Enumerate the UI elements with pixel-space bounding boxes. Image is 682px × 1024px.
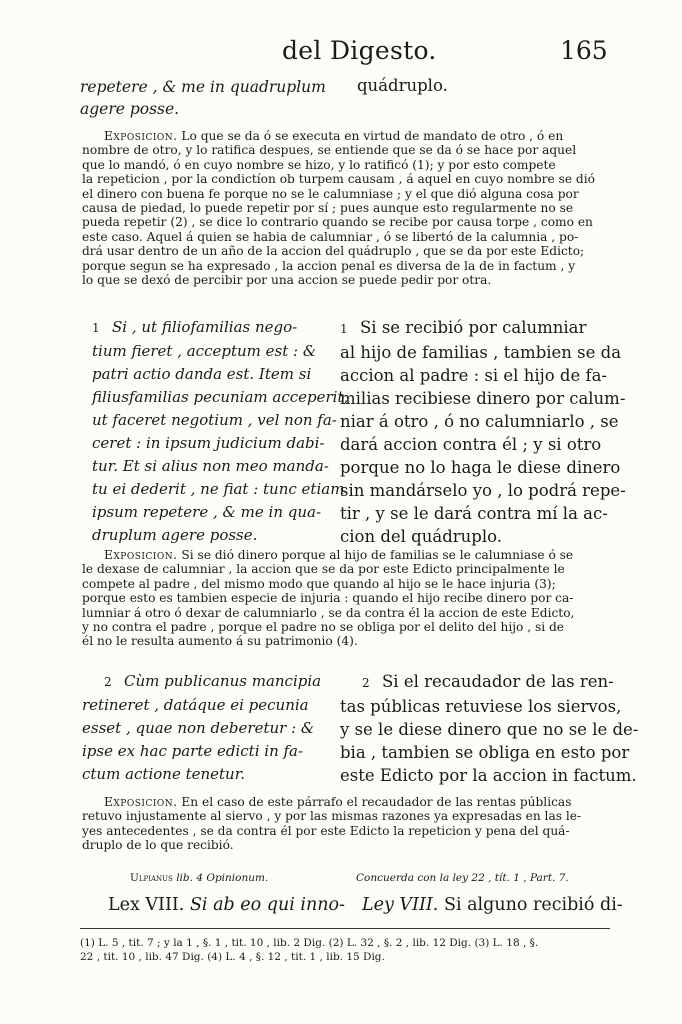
exposicion-line: Lo que se da ó se executa en virtud de mandato de otro , ó en bbox=[181, 129, 564, 143]
spanish-line: sin mandárselo yo , lo podrá repe- bbox=[340, 481, 626, 500]
exposicion-line: el dinero con buena fe porque no se le calumniase ; y el que dió alguna cosa por bbox=[82, 186, 579, 201]
source-work: lib. 4 Opinionum. bbox=[176, 872, 269, 884]
spanish-line: cion del quádruplo. bbox=[340, 527, 503, 546]
footnotes bbox=[80, 936, 610, 964]
latin-line: patri actio danda est. Item si bbox=[92, 365, 312, 383]
section-number: 1 bbox=[92, 321, 100, 335]
spanish-line: porque no lo haga le diese dinero bbox=[340, 458, 621, 477]
exposicion-line: drá usar dentro de un año de la accion del quádruplo , que se da por este Edicto; bbox=[82, 244, 585, 259]
exposicion-line: retuvo injustamente al siervo , y por las mismas razones ya expresadas en las le- bbox=[82, 809, 582, 824]
spanish-line: Si se recibió por calumniar bbox=[360, 318, 587, 337]
latin-line: ceret : in ipsum judicium dabi- bbox=[92, 434, 325, 452]
latin-line: tu ei dederit , ne fiat : tunc etiam bbox=[92, 480, 345, 498]
section-number: 2 bbox=[362, 676, 370, 690]
latin-line: ipse ex hac parte edicti in fa- bbox=[82, 742, 304, 760]
spanish-line: niar á otro , ó no calumniarlo , se bbox=[340, 412, 619, 431]
lex-spanish-heading bbox=[362, 895, 623, 915]
intro-latin-line: agere posse. bbox=[80, 100, 180, 118]
running-title: del Digesto. bbox=[282, 36, 437, 65]
spanish-line: Si el recaudador de las ren- bbox=[382, 672, 614, 691]
spanish-line: este Edicto por la accion in factum. bbox=[340, 766, 637, 785]
spanish-line: milias recibiese dinero por calum- bbox=[340, 389, 626, 408]
section-1-spanish bbox=[340, 316, 626, 548]
latin-line: druplum agere posse. bbox=[92, 526, 258, 544]
exposicion-line: este caso. Aquel á quien se habia de calumniar , ó se libertó de la calumnia , po- bbox=[82, 229, 579, 244]
exposicion-label: Exposicion. bbox=[104, 548, 178, 562]
exposicion-line: nombre de otro, y lo ratifica despues, se entiende que se da ó se hace por aquel bbox=[82, 143, 577, 158]
footnote-line: (1) L. 5 , tit. 7 ; y la 1 , §. 1 , tit. 10 , lib. 2 Dig. (2) L. 32 , §. 2 , lib. 12 Dig. (3) L. 18 , §. bbox=[80, 937, 539, 949]
spanish-line: dará accion contra él ; y si otro bbox=[340, 435, 602, 454]
lex-latin-head: Lex VIII. bbox=[108, 895, 185, 915]
spanish-line: accion al padre : si el hijo de fa- bbox=[340, 366, 607, 385]
exposicion-line: pueda repetir (2) , se dice lo contrario quando se recibe por causa torpe , como en bbox=[82, 215, 593, 230]
page-header bbox=[0, 36, 682, 72]
lex-latin-heading bbox=[108, 895, 345, 915]
exposicion-label: Exposicion. bbox=[104, 795, 178, 809]
latin-line: Si , ut filiofamilias nego- bbox=[112, 318, 298, 336]
exposicion-line: causa de piedad, lo puede repetir por sí ; pues aunque esto regularmente no se bbox=[82, 201, 574, 216]
section-2-latin bbox=[82, 670, 321, 786]
exposicion-line: que lo mandó, ó en cuyo nombre se hizo, y lo ratificó (1); y por esto compete bbox=[82, 157, 556, 172]
exposicion-line: él no le resulta aumento á su patrimonio (4). bbox=[82, 634, 358, 649]
section-1-latin bbox=[92, 316, 348, 547]
exposicion-label: Exposicion. bbox=[104, 129, 178, 143]
lex-spanish-head: Ley VIII. bbox=[362, 895, 439, 915]
footnote-line: 22 , tit. 10 , lib. 47 Dig. (4) L. 4 , §. 12 , tit. 1 , lib. 15 Dig. bbox=[80, 951, 385, 963]
exposicion-line: En el caso de este párrafo el recaudador de las rentas públicas bbox=[181, 795, 572, 809]
section-number: 1 bbox=[340, 322, 348, 336]
intro-spanish: quádruplo. bbox=[357, 76, 448, 95]
exposicion-line: druplo de lo que recibió. bbox=[82, 838, 234, 853]
spanish-line: tir , y se le dará contra mí la ac- bbox=[340, 504, 608, 523]
lex-spanish-text: Si alguno recibió di- bbox=[443, 895, 623, 915]
latin-line: tur. Et si alius non meo manda- bbox=[92, 457, 329, 475]
exposicion-line: lumniar á otro ó dexar de calumniarlo , se da contra él la accion de este Edicto, bbox=[82, 605, 575, 620]
latin-line: ipsum repetere , & me in qua- bbox=[92, 503, 322, 521]
footnote-divider bbox=[80, 928, 610, 929]
latin-line: filiusfamilias pecuniam acceperit, bbox=[92, 388, 349, 406]
intro-latin-line: repetere , & me in quadruplum bbox=[80, 78, 326, 96]
intro-latin bbox=[80, 76, 326, 120]
exposicion-line: porque esto es tambien especie de injuria : quando el hijo recibe dinero por ca- bbox=[82, 591, 574, 606]
latin-line: tium fieret , acceptum est : & bbox=[92, 342, 317, 360]
section-2-spanish bbox=[340, 670, 638, 787]
spanish-line: tas públicas retuviese los siervos, bbox=[340, 697, 622, 716]
exposicion-line: porque segun se ha expresado , la accion penal es diversa de la de in factum , y bbox=[82, 258, 576, 273]
latin-line: Cùm publicanus mancipia bbox=[124, 672, 322, 690]
spanish-line: al hijo de familias , tambien se da bbox=[340, 343, 622, 362]
exposicion-line: y no contra el padre , porque el padre no se obliga por el delito del hijo , si de bbox=[82, 620, 565, 635]
exposicion-line: le dexase de calumniar , la accion que se da por este Edicto principalmente le bbox=[82, 562, 565, 577]
exposicion-line: la repeticion , por la condictíon ob turpem causam , á aquel en cuyo nombre se dió bbox=[82, 172, 595, 187]
exposicion-line: compete al padre , del mismo modo que quando al hijo se le hace injuria (3); bbox=[82, 576, 556, 591]
lex-latin-text: Si ab eo qui inno- bbox=[189, 895, 345, 915]
exposicion-line: Si se dió dinero porque al hijo de familias se le calumniase ó se bbox=[181, 548, 574, 562]
spanish-line: y se le diese dinero que no se le de- bbox=[340, 720, 639, 739]
section-number: 2 bbox=[104, 675, 112, 689]
exposicion-2 bbox=[82, 548, 612, 649]
exposicion-line: lo que se dexó de percibir por una accion se puede pedir por otra. bbox=[82, 273, 492, 288]
source-citation-right: Concuerda con la ley 22 , tít. 1 , Part. 7. bbox=[356, 872, 569, 884]
source-citation-left bbox=[130, 872, 268, 884]
source-author: Ulpianus bbox=[130, 872, 173, 884]
latin-line: ut faceret negotium , vel non fa- bbox=[92, 411, 337, 429]
latin-line: esset , quae non deberetur : & bbox=[82, 719, 315, 737]
exposicion-3 bbox=[82, 795, 612, 853]
latin-line: ctum actione tenetur. bbox=[82, 765, 246, 783]
exposicion-1 bbox=[82, 129, 612, 287]
spanish-line: bia , tambien se obliga en esto por bbox=[340, 743, 630, 762]
page-number: 165 bbox=[560, 36, 608, 65]
exposicion-line: yes antecedentes , se da contra él por este Edicto la repeticion y pena del quá- bbox=[82, 823, 570, 838]
latin-line: retineret , datáque ei pecunia bbox=[82, 696, 309, 714]
